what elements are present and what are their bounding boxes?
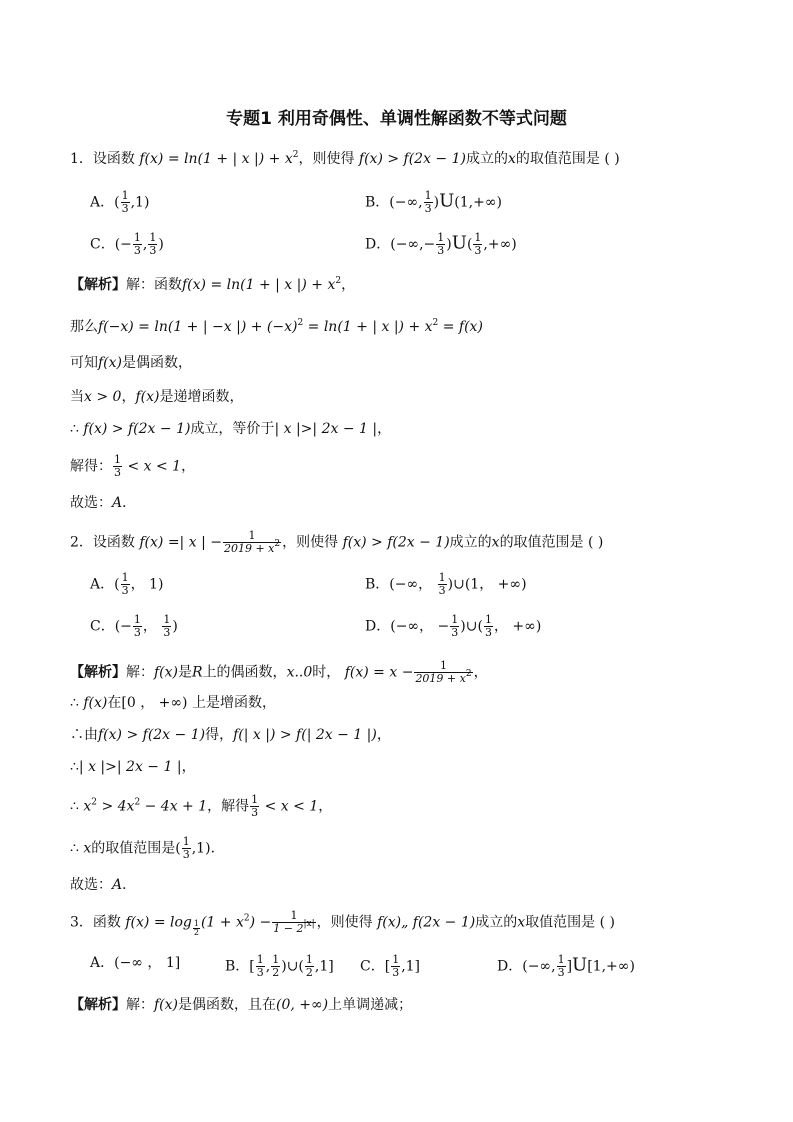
frac-1-3: $\frac{1}{3}$ bbox=[438, 571, 446, 597]
frac-1-3: $\frac{1}{3}$ bbox=[484, 613, 492, 639]
q2-solution-line1: 【解析】解：f(x)是R上的偶函数，x..0时， f(x) = x − $\frac{1}{2019 + x^2}$ ， bbox=[70, 659, 488, 685]
frac-1-3: $\frac{1}{3}$ bbox=[114, 453, 121, 479]
frac-1-3: $\frac{1}{3}$ bbox=[251, 793, 259, 819]
q2-solution-line4: ∴| x |>| 2x − 1 |， bbox=[70, 759, 196, 775]
q2-stem: 2．设函数 f(x) =| x | − $\frac{1}{2019 + x^2}$ ，则使得 f(x) > f(2x − 1)成立的x的取值范围是 ( ) bbox=[70, 529, 604, 555]
q1-solution-line1: 【解析】解：函数f(x) = ln(1 + | x |) + $x^2$， bbox=[70, 276, 356, 293]
frac-1-2: $\frac{1}{2}$ bbox=[272, 953, 280, 979]
q3-solution-line1: 【解析】解：f(x)是偶函数，且在(0, +∞)上单调递减； bbox=[70, 997, 413, 1013]
q1-option-d[interactable]: D．(−∞,− $\frac{1}{3}$ )U( $\frac{1}{3}$ ,+∞) bbox=[365, 231, 517, 257]
q3-option-a[interactable]: A．(−∞ ， 1] bbox=[90, 955, 181, 971]
q1-answer: 故选：A． bbox=[70, 495, 137, 511]
frac-1-3: $\frac{1}{3}$ bbox=[256, 953, 264, 979]
q2-option-d[interactable]: D．(−∞， − $\frac{1}{3}$ )∪( $\frac{1}{3}$ ， +∞) bbox=[365, 613, 542, 639]
frac-1-3: $\frac{1}{3}$ bbox=[133, 231, 141, 257]
q3-option-b[interactable]: B．[ $\frac{1}{3}$ , $\frac{1}{2}$ )∪( $\frac{1}{2}$ ,1] bbox=[225, 953, 334, 979]
q1-option-c[interactable]: C．(− $\frac{1}{3}$ , $\frac{1}{3}$ ) bbox=[90, 231, 164, 257]
page-title: 专题1 利用奇偶性、单调性解函数不等式问题 bbox=[226, 109, 567, 129]
q1-option-a[interactable]: A．( $\frac{1}{3}$ ,1) bbox=[90, 189, 150, 215]
q3-stem: 3．函数 f(x) = log $_{\frac{1}{2}}$ $(1 + x^2)$ − $\frac{1}{1 - 2^{|x|}}$ ，则使得 f(x)„ f(2x − 1)成立的x取值范围是 ( ) bbox=[70, 909, 615, 937]
q1-solution-line2: 那么f(−x) = ln(1 + | −x |) + $(-x)^2 = \ln(1$ + | x |) + $x^2 = f(x)$ bbox=[70, 318, 483, 335]
q3-option-d[interactable]: D．(−∞, $\frac{1}{3}$ ]U[1,+∞) bbox=[497, 953, 635, 979]
q1-option-b[interactable]: B．(−∞, $\frac{1}{3}$ )U(1,+∞) bbox=[365, 189, 502, 215]
frac-1-3: $\frac{1}{3}$ bbox=[133, 613, 141, 639]
q2-option-c[interactable]: C．(− $\frac{1}{3}$ ， $\frac{1}{3}$ ) bbox=[90, 613, 178, 639]
frac-1-over-2019: $\frac{1}{2019 + x^2}$ bbox=[415, 659, 472, 685]
frac-1-3: $\frac{1}{3}$ bbox=[182, 835, 190, 861]
q2-solution-line6: ∴ x的取值范围是( $\frac{1}{3}$ ,1)． bbox=[70, 835, 225, 861]
q2-solution-line2: ∴ f(x)在[0 ， +∞) 上是增函数， bbox=[70, 695, 276, 711]
frac-1-over-2019: $\frac{1}{2019 + x^2}$ bbox=[223, 529, 281, 555]
frac-1-over-1-minus-2: $\frac{1}{1 - 2^{|x|}}$ bbox=[273, 909, 315, 935]
q2-solution-line5: ∴ $x^2 > 4x^2 - 4x + 1$，解得 $\frac{1}{3}$ < x < 1， bbox=[70, 793, 333, 819]
frac-1-2-base: 1 2 bbox=[193, 918, 199, 937]
frac-1-3: $\frac{1}{3}$ bbox=[451, 613, 459, 639]
frac-1-3: $\frac{1}{3}$ bbox=[121, 571, 129, 597]
frac-1-3: $\frac{1}{3}$ bbox=[392, 953, 400, 979]
frac-1-3: $\frac{1}{3}$ bbox=[163, 613, 171, 639]
q1-stem: 1．设函数 f(x) = ln(1 + | x |) + $x^2$，则使得 f(x) > f(2x − 1)成立的x的取值范围是 ( ) bbox=[70, 150, 620, 167]
frac-1-3: $\frac{1}{3}$ bbox=[121, 189, 129, 215]
frac-1-3: $\frac{1}{3}$ bbox=[474, 231, 482, 257]
q1-solution-line5: ∴ f(x) > f(2x − 1)成立，等价于| x |>| 2x − 1 |， bbox=[70, 421, 392, 437]
frac-1-3: $\frac{1}{3}$ bbox=[557, 953, 565, 979]
q2-option-b[interactable]: B．(−∞， $\frac{1}{3}$ )∪(1， +∞) bbox=[365, 571, 527, 597]
q2-option-a[interactable]: A．( $\frac{1}{3}$ ， 1) bbox=[90, 571, 164, 597]
q2-solution-line3: ∴由f(x) > f(2x − 1)得，f(| x |) > f(| 2x − 1 |)， bbox=[70, 727, 391, 743]
q1-solution-line4: 当x > 0，f(x)是递增函数， bbox=[70, 389, 244, 405]
q1-solution-line3: 可知f(x)是偶函数， bbox=[70, 355, 193, 371]
frac-1-3: $\frac{1}{3}$ bbox=[149, 231, 157, 257]
frac-1-2: $\frac{1}{2}$ bbox=[305, 953, 313, 979]
frac-1-3: $\frac{1}{3}$ bbox=[424, 189, 432, 215]
q1-solution-line6: 解得： $\frac{1}{3}$ < x < 1， bbox=[70, 453, 196, 479]
q2-answer: 故选：A． bbox=[70, 877, 137, 893]
frac-1-3: $\frac{1}{3}$ bbox=[437, 231, 445, 257]
q3-option-c[interactable]: C．[ $\frac{1}{3}$ ,1] bbox=[360, 953, 421, 979]
